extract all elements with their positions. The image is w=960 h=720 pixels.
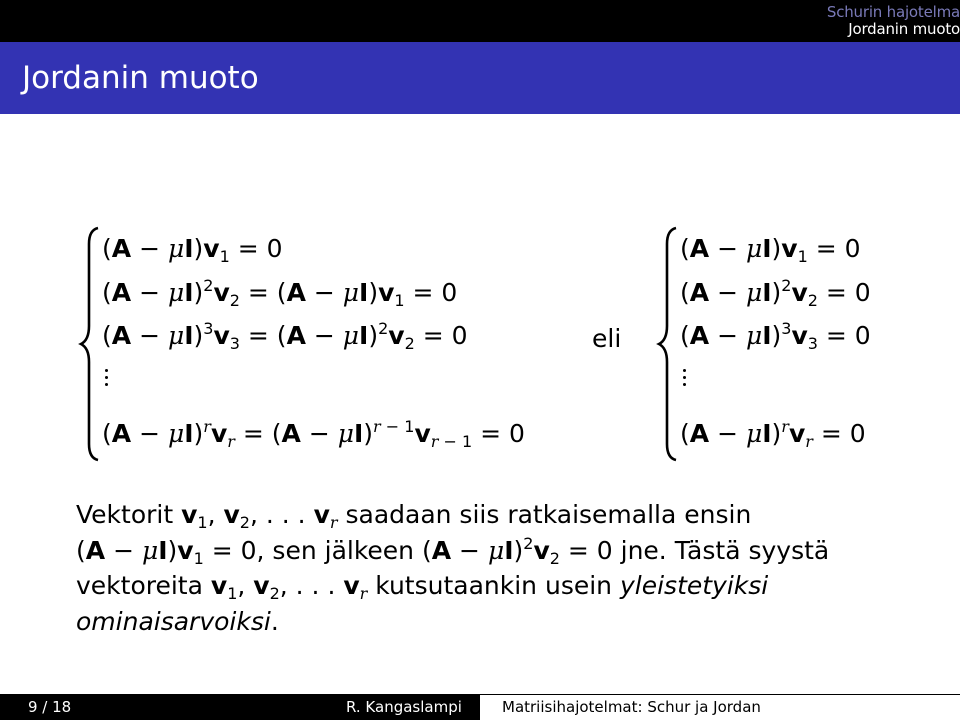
paragraph-line-2: $(A - \mu I)v_1 = 0$, sen jälkeen $(A - \mu I)^2v_2 = 0$ jne. Tästä syystä bbox=[76, 533, 830, 568]
left-eq-2: $(A - \mu I)^2v_2 = (A - \mu I)v_1 = 0$ bbox=[102, 276, 458, 310]
left-system-brace bbox=[78, 226, 102, 462]
left-vdots bbox=[102, 365, 114, 386]
paragraph-line-3: vektoreita $v_1$, $v_2$, . . . $v_r$ kutsutaankin usein yleistetyiksi bbox=[76, 571, 769, 603]
right-vdots bbox=[680, 365, 692, 386]
nav-right-panel bbox=[480, 0, 960, 42]
text-sen-jalkeen: , sen jälkeen bbox=[256, 535, 415, 565]
paragraph-line-1: Vektorit $v_1$, $v_2$, . . . $v_r$ saadaan siis ratkaisemalla ensin bbox=[76, 500, 752, 532]
footer-page-box bbox=[0, 694, 320, 720]
right-eq-2: $(A - \mu I)^2v_2 = 0$ bbox=[680, 276, 871, 310]
navigation-bar bbox=[0, 0, 960, 42]
left-eq-3: $(A - \mu I)^3v_3 = (A - \mu I)^2v_2 = 0$ bbox=[102, 319, 468, 353]
text-vektorit: Vektorit bbox=[76, 500, 174, 529]
subsection-link[interactable]: Jordanin muoto bbox=[848, 20, 960, 38]
paragraph-line-4 bbox=[76, 604, 936, 640]
right-eq-3: $(A - \mu I)^3v_3 = 0$ bbox=[680, 319, 871, 353]
nav-left-panel bbox=[0, 0, 480, 42]
left-eq-r: $(A - \mu I)^rv_r = (A - \mu I)^{r - 1}v_{r - 1} = 0$ bbox=[102, 417, 525, 451]
connector-word: eli bbox=[592, 324, 622, 353]
text-kutsutaankin: kutsutaankin usein bbox=[375, 571, 613, 600]
right-eq-r: $(A - \mu I)^rv_r = 0$ bbox=[680, 417, 866, 451]
presentation-short-title: Matriisihajotelmat: Schur ja Jordan bbox=[502, 698, 761, 716]
text-saadaan: saadaan siis ratkaisemalla ensin bbox=[345, 500, 752, 529]
page-number[interactable]: 9 / 18 bbox=[28, 698, 72, 716]
emphasis-yleistetyiksi: yleistetyiksi bbox=[619, 571, 769, 600]
explanation-paragraph bbox=[76, 497, 936, 639]
right-equation-system bbox=[680, 224, 940, 464]
left-eq-1: $(A - \mu I)v_1 = 0$ bbox=[102, 234, 283, 266]
emphasis-ominaisarvoiksi: ominaisarvoiksi bbox=[76, 606, 271, 636]
footer-author-box bbox=[320, 694, 480, 720]
frame-title-bar bbox=[0, 42, 960, 114]
text-jne: jne. Tästä syystä bbox=[620, 535, 830, 565]
author-name: R. Kangaslampi bbox=[346, 698, 462, 716]
section-link[interactable]: Schurin hajotelma bbox=[826, 3, 960, 21]
footer-title-box bbox=[480, 694, 960, 720]
right-system-brace bbox=[656, 226, 680, 462]
footer-bar bbox=[0, 694, 960, 720]
text-period: . bbox=[270, 606, 279, 636]
right-eq-1: $(A - \mu I)v_1 = 0$ bbox=[680, 234, 861, 266]
left-equation-system bbox=[102, 224, 542, 464]
frame-title: Jordanin muoto bbox=[22, 60, 259, 96]
text-vektoreita: vektoreita bbox=[76, 571, 203, 600]
